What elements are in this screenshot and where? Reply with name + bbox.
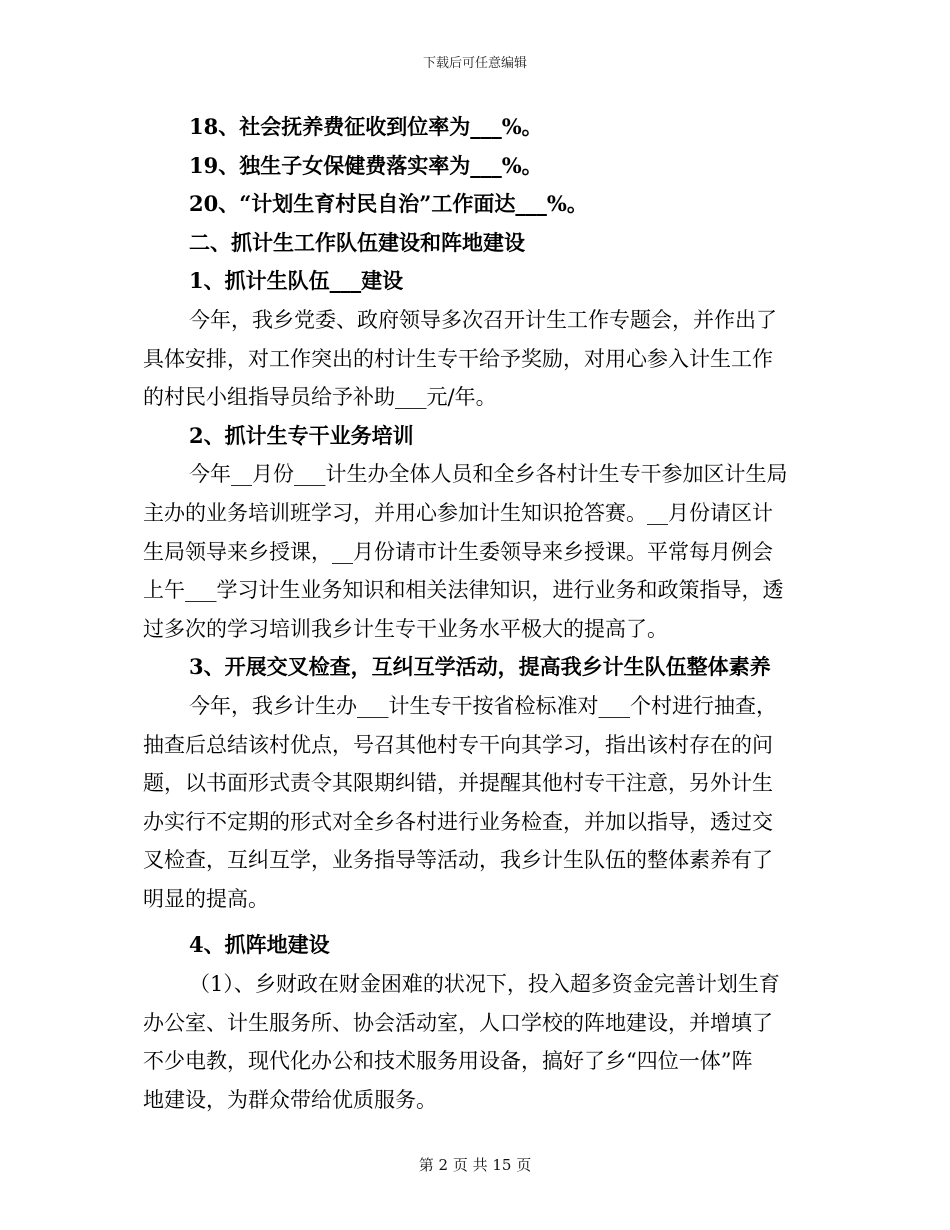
subheading-4: 4、抓阵地建设 — [189, 932, 330, 958]
subheading-2: 2、抓计生专干业务培训 — [189, 422, 414, 448]
list-item-19: 19、独生子女保健费落实率为___%。 — [189, 152, 543, 178]
paragraph-2-line-2: 主办的业务培训班学习，并用心参加计生知识抢答赛。__月份请区计 — [143, 500, 773, 525]
paragraph-2-line-4: 上午___学习计生业务知识和相关法律知识，进行业务和政策指导，透 — [143, 578, 784, 603]
paragraph-3-line-4: 办实行不定期的形式对全乡各村进行业务检查，并加以指导，透过交 — [143, 809, 773, 834]
paragraph-3-line-5: 叉检查，互纠互学，业务指导等活动，我乡计生队伍的整体素养有了 — [143, 848, 773, 873]
paragraph-4-line-3: 不少电教，现代化办公和技术服务用设备，搞好了乡“四位一体”阵 — [143, 1049, 753, 1074]
paragraph-1-line-3: 的村民小组指导员给予补助___元/年。 — [143, 385, 497, 410]
document-body — [143, 108, 808, 1119]
paragraph-gap — [143, 918, 808, 926]
paragraph-3-line-6: 明显的提高。 — [143, 886, 269, 911]
paragraph-4-line-4: 地建设，为群众带给优质服务。 — [143, 1087, 437, 1112]
paragraph-2-line-5: 过多次的学习培训我乡计生专干业务水平极大的提高了。 — [143, 616, 668, 641]
section-heading-2: 二、抓计生工作队伍建设和阵地建设 — [189, 229, 525, 255]
paragraph-3-line-3: 题，以书面形式责令其限期纠错，并提醒其他村专干注意，另外计生 — [143, 771, 773, 796]
paragraph-4-line-1: （1）、乡财政在财金困难的状况下，投入超多资金完善计划生育 — [189, 972, 780, 997]
paragraph-3-line-1: 今年，我乡计生办___计生专干按省检标准对___个村进行抽查， — [189, 693, 777, 718]
paragraph-2-line-1: 今年__月份___计生办全体人员和全乡各村计生专干参加区计生局 — [189, 462, 788, 487]
page-number: 第 2 页 共 15 页 — [418, 1156, 532, 1174]
subheading-1: 1、抓计生队伍___建设 — [189, 268, 404, 294]
paragraph-3-line-2: 抽查后总结该村优点，号召其他村专干向其学习，指出该村存在的问 — [143, 732, 773, 757]
page-header: 下载后可任意编辑 — [422, 56, 527, 71]
list-item-20: 20、“计划生育村民自治”工作面达___%。 — [189, 191, 588, 217]
list-item-18: 18、社会抚养费征收到位率为___%。 — [189, 114, 543, 139]
paragraph-2-line-3: 生局领导来乡授课，__月份请市计生委领导来乡授课。平常每月例会 — [143, 539, 773, 564]
subheading-3: 3、开展交叉检查，互纠互学活动，提高我乡计生队伍整体素养 — [189, 654, 771, 680]
paragraph-1-line-2: 具体安排，对工作突出的村计生专干给予奖励，对用心参入计生工作 — [143, 346, 773, 371]
paragraph-1-line-1: 今年，我乡党委、政府领导多次召开计生工作专题会，并作出了 — [189, 307, 777, 332]
paragraph-4-line-2: 办公室、计生服务所、协会活动室，人口学校的阵地建设，并增填了 — [143, 1010, 773, 1035]
